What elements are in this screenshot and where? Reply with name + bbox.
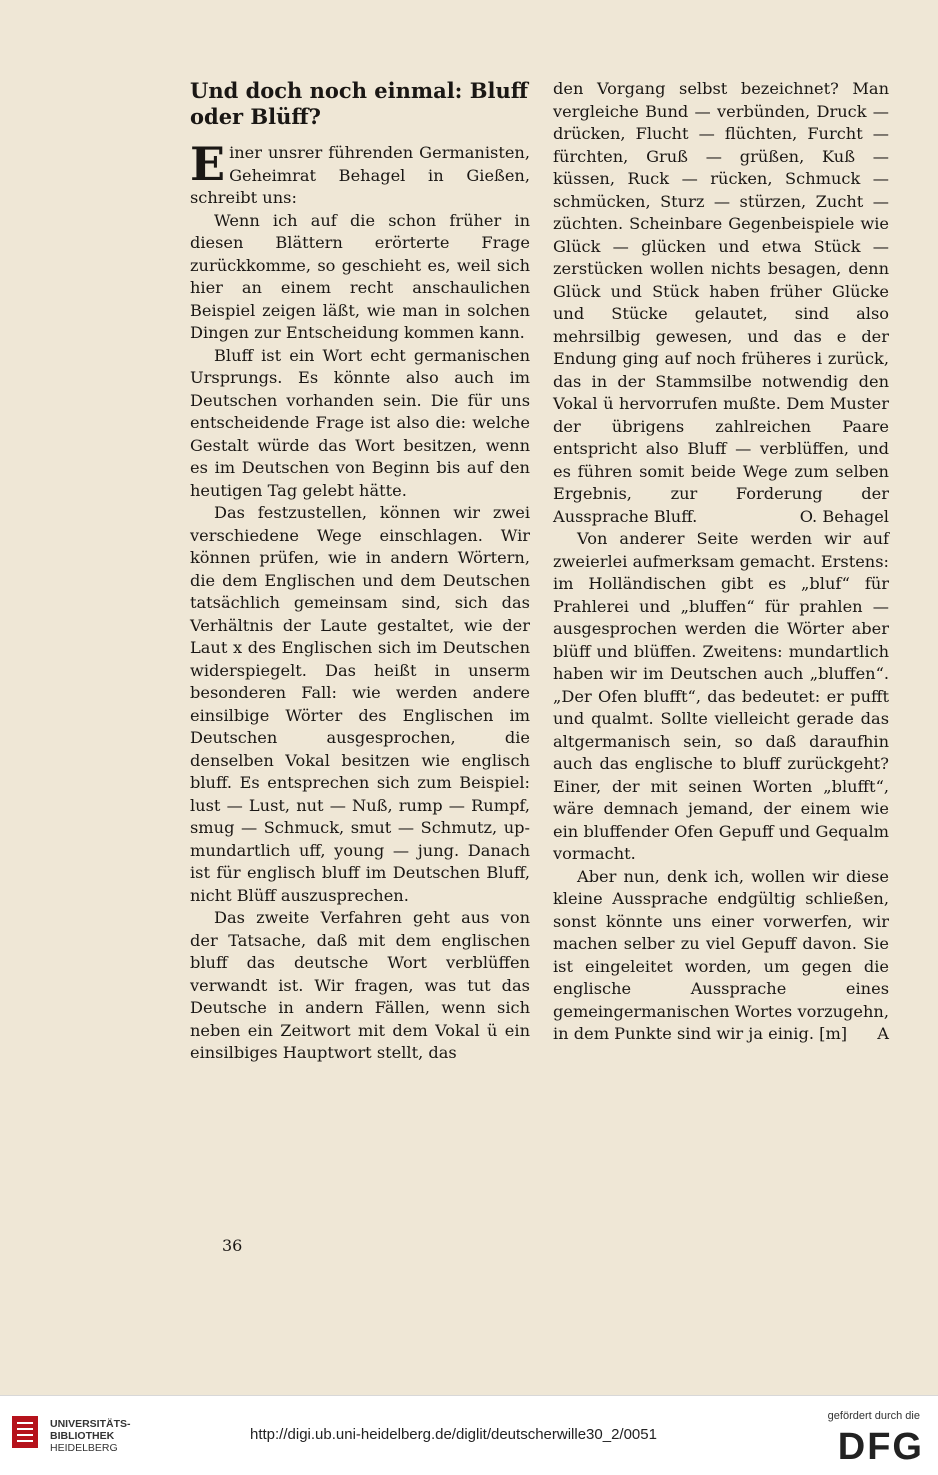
paragraph-7: Von anderer Seite werden wir auf zweierlei aufmerksam gemacht. Erstens: im Holländischen gibt es „bluf“ für Prahlerei und „bluffen“ für prahlen — ausgesprochen werden die Wörter aber blüff und blüffen. Zweitens: mundartlich haben wir im Deutschen auch „bluffen“. „Der Ofen blufft“, das bedeutet: er pufft und qualmt. Sollte vielleicht gerade das altgermanisch sein, so daß daraufhin auch das englische to bluff zurückgeht? Einer, der mit seinen Worten „blufft“, wäre demnach jemand, der einem wie ein bluffender Ofen Gepuff und Gequalm vormacht. xyxy=(553,529,889,863)
digitization-footer xyxy=(0,1395,938,1475)
dfg-logo: DFG xyxy=(837,1426,924,1468)
paragraph-4: Das festzustellen, können wir zwei verschiedene Wege einschlagen. Wir können prüfen, wie in andern Wörtern, die dem Englischen und dem Deutschen tatsächlich gemeinsam sind, sich das Verhältnis der Laute gestaltet, wie der Laut x des Englischen sich im Deutschen widerspiegelt. Das heißt in unserm besonderen Fall: wie werden andere einsilbige Wörter des Englischen im Deutschen ausgesprochen, die denselben Vokal besitzen wie englisch bluff. Es entsprechen sich zum Beispiel: lust — Lust, nut — Nuß, rump — Rumpf, smug — Schmuck, smut — Schmutz, up-mundartlich uff, young — jung. Danach ist für englisch bluff im Deutschen Bluff, nicht Blüff auszusprechen. xyxy=(190,503,530,905)
signature: O. Behagel xyxy=(799,506,889,526)
right-column xyxy=(553,78,889,1046)
source-url-link[interactable]: http://digi.ub.uni-heidelberg.de/diglit/deutscherwille30_2/0051 xyxy=(250,1426,657,1443)
page-number: 36 xyxy=(222,1236,243,1255)
paragraph-5: Das zweite Verfahren geht aus von der Tatsache, daß mit dem englischen bluff das deutsche Wort verblüffen verwandt ist. Wir fragen, was tut das Deutsche in andern Fällen, wenn sich neben ein Zeitwort mit dem Vokal ü ein einsilbiges Hauptwort stellt, das xyxy=(190,908,530,1062)
drop-cap: E xyxy=(190,137,226,191)
paragraph-3: Bluff ist ein Wort echt germanischen Ursprungs. Es könnte also auch im Deutschen vorhanden sein. Die für uns entscheidende Frage ist also die: welche Gestalt würde das Wort besitzen, wenn es im Deutschen von Beginn bis auf den heutigen Tag gelebt hätte. xyxy=(190,345,530,500)
left-column xyxy=(190,78,530,1065)
article-title: Und doch noch einmal: Bluff oder Blüff? xyxy=(190,78,528,129)
funding-label: gefördert durch die xyxy=(827,1410,920,1422)
paragraph-2: Wenn ich auf die schon früher in diesen Blättern erörterte Frage zurückkomme, so geschieht es, weil sich hier an einem recht anschaulichen Beispiel zeigen läßt, wie man in solchen Dingen zur Entscheidung kommen kann. xyxy=(190,210,530,342)
library-name: UNIVERSITÄTS- BIBLIOTHEK HEIDELBERG xyxy=(50,1418,131,1454)
author-initial: A xyxy=(877,1024,889,1043)
paragraph-8: Aber nun, denk ich, wollen wir diese kleine Aussprache endgültig schließen, sonst könnte uns einer vorwerfen, wir machen selber zu viel Gepuff davon. Sie ist eingeleitet worden, um gegen die englische Aussprache eines gemeingermanischen Wortes vorzugehn, in dem Punkte sind wir ja einig. [m] A xyxy=(553,866,889,1046)
paragraph-6: den Vorgang selbst bezeichnet? Man vergleiche Bund — verbünden, Druck — drücken, Flucht — flüchten, Furcht — fürchten, Gruß — grüßen, Kuß — küssen, Ruck — rücken, Schmuck — schmücken, Sturz — stürzen, Zucht — züchten. Scheinbare Gegenbeispiele wie Glück — glücken und etwa Stück — zerstücken wollen nichts besagen, denn Glück und Stück haben früher Glücke und Stücke gelautet, sind also mehrsilbig gewesen, und das e der Endung ging auf noch früheres i zurück, das in der Stammsilbe notwendig den Vokal ü hervorrufen mußte. Dem Muster der übrigens zahlreichen Paare entspricht also Bluff — verblüffen, und es führen somit beide Wege zum selben Ergebnis, zur Forderung der Aussprache Bluff. O. Behagel xyxy=(553,78,889,528)
library-logo-icon xyxy=(10,1414,40,1450)
paragraph-1: Einer unsrer führenden Germanisten, Geheimrat Behagel in Gießen, schreibt uns: xyxy=(190,137,530,207)
